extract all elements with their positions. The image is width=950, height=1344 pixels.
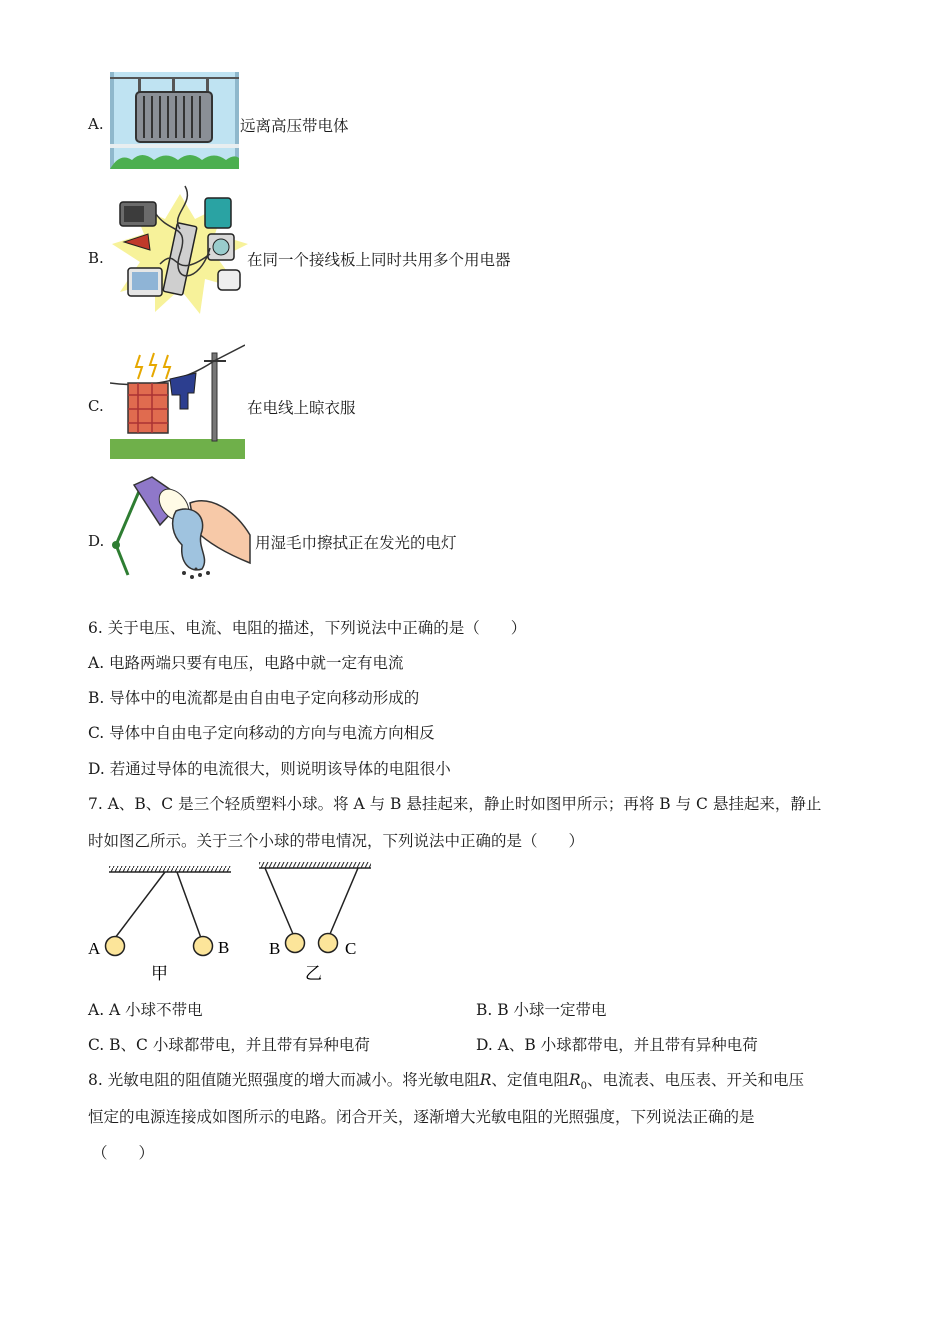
option-c-text: 在电线上晾衣服 — [247, 399, 356, 417]
clothes-on-power-line-image — [110, 343, 245, 459]
figure-jia — [106, 866, 232, 956]
q6-option-c: C. 导体中自由电子定向移动的方向与电流方向相反 — [88, 724, 435, 742]
q7-option-c: C. B、C 小球都带电，并且带有异种电荷 — [88, 1036, 370, 1054]
high-voltage-transformer-image — [110, 72, 239, 169]
fig-left-ball2-label: B — [218, 938, 230, 957]
option-c-label: C. — [88, 397, 104, 415]
fig-right-ball2-label: C — [345, 939, 357, 958]
ball-b-right — [286, 934, 305, 953]
q7-stem-line2: 时如图乙所示。关于三个小球的带电情况，下列说法中正确的是（ ） — [88, 832, 585, 850]
option-a-label: A. — [88, 115, 104, 133]
q7-option-b: B. B 小球一定带电 — [476, 1001, 607, 1019]
q6-option-a: A. 电路两端只要有电压，电路中就一定有电流 — [88, 654, 404, 672]
q6-option-d: D. 若通过导体的电流很大，则说明该导体的电阻很小 — [88, 760, 451, 778]
ball-b-left — [194, 937, 213, 956]
q8-line1-part-b: 、定值电阻 — [491, 1071, 569, 1089]
q8-line1-part-a: 8. 光敏电阻的阻值随光照强度的增大而减小。将光敏电阻 — [88, 1071, 480, 1089]
q7-pendulum-figure — [85, 860, 375, 985]
option-d-text: 用湿毛巾擦拭正在发光的电灯 — [255, 534, 457, 552]
q8-line1-part-c: 、电流表、电压表、开关和电压 — [586, 1071, 804, 1089]
q7-option-d: D. A、B 小球都带电，并且带有异种电荷 — [476, 1036, 758, 1054]
fig-right-ball1-label: B — [269, 939, 281, 958]
q8-line1 — [88, 1068, 804, 1092]
overloaded-power-strip-image — [110, 184, 250, 317]
ball-a — [106, 937, 125, 956]
q8-var-r0-subscript: 0 — [580, 1081, 587, 1093]
q7-stem-line1: 7. A、B、C 是三个轻质塑料小球。将 A 与 B 悬挂起来，静止时如图甲所示；再将 B 与 C 悬挂起来，静止 — [88, 795, 822, 813]
q8-var-r: R — [479, 1071, 492, 1089]
option-a-text: 远离高压带电体 — [240, 117, 349, 135]
option-b-text: 在同一个接线板上同时共用多个用电器 — [247, 251, 511, 269]
fig-left-caption: 甲 — [151, 964, 168, 983]
q8-line2: 恒定的电源连接成如图所示的电路。闭合开关，逐渐增大光敏电阻的光照强度，下列说法正确的是 — [88, 1108, 755, 1126]
wet-towel-on-lamp-image — [110, 475, 255, 580]
option-d-label: D. — [88, 532, 105, 550]
fig-right-caption: 乙 — [305, 964, 322, 983]
ball-c — [319, 934, 338, 953]
q8-line3: （ ） — [92, 1144, 155, 1162]
q6-stem: 6. 关于电压、电流、电阻的描述，下列说法中正确的是（ ） — [88, 619, 527, 637]
q7-option-a: A. A 小球不带电 — [88, 1001, 203, 1019]
option-b-label: B. — [88, 249, 104, 267]
q6-option-b: B. 导体中的电流都是由自由电子定向移动形成的 — [88, 689, 420, 707]
q8-var-r0: R — [568, 1071, 581, 1089]
fig-left-ball1-label: A — [88, 939, 101, 958]
